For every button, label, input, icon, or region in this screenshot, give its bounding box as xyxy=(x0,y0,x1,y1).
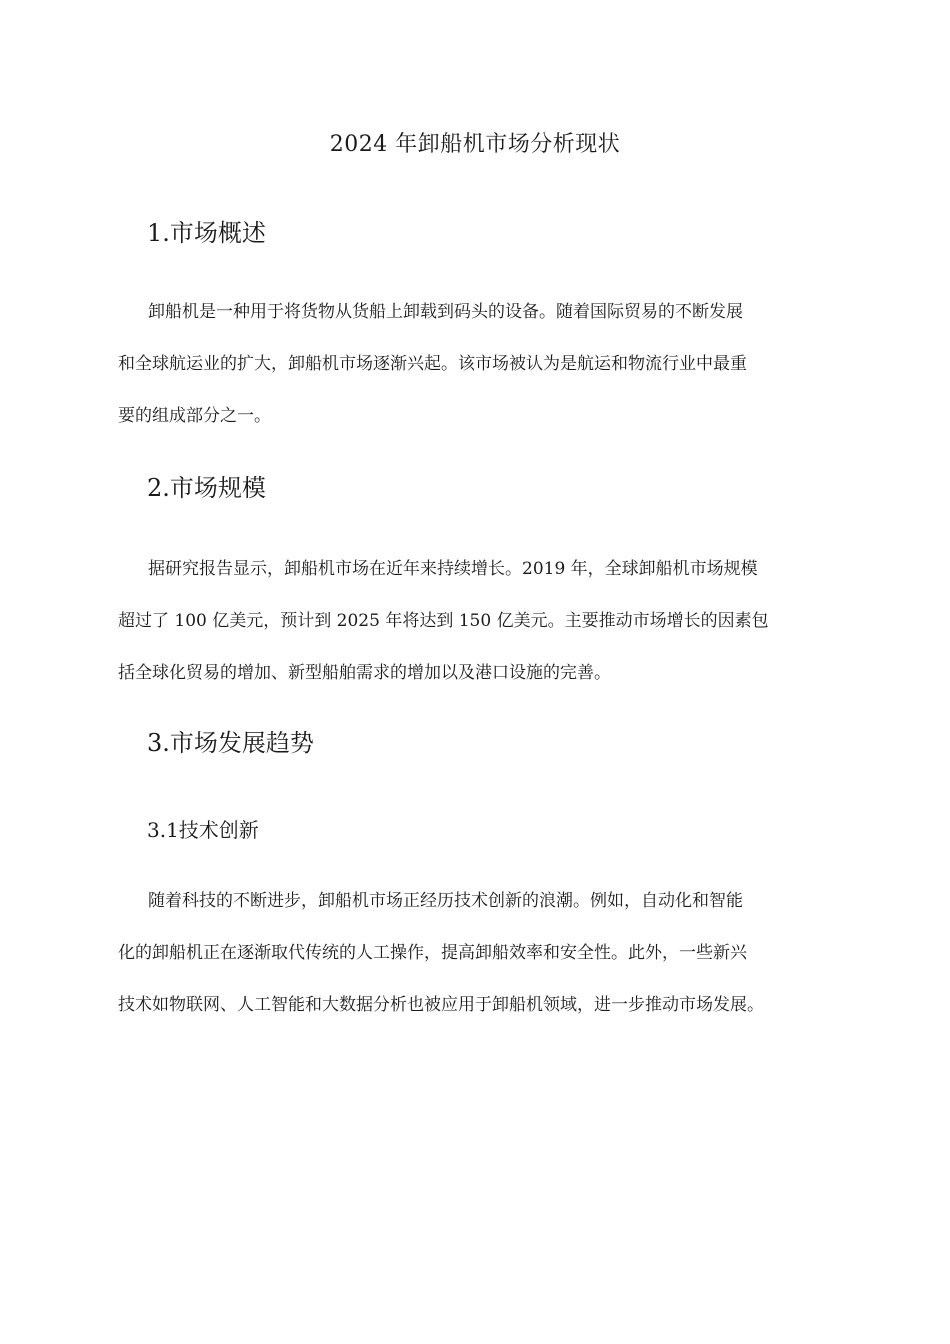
paragraph-line: 技术如物联网、人工智能和大数据分析也被应用于卸船机领域，进一步推动市场发展。 xyxy=(118,995,764,1015)
section-heading-market-size: 2.市场规模 xyxy=(147,474,266,502)
paragraph-line: 要的组成部分之一。 xyxy=(118,406,271,426)
subsection-heading-tech-innovation: 3.1技术创新 xyxy=(147,818,259,842)
section-paragraph-market-size xyxy=(118,556,834,712)
paragraph-line: 括全球化贸易的增加、新型船舶需求的增加以及港口设施的完善。 xyxy=(118,663,611,683)
document-title: 2024 年卸船机市场分析现状 xyxy=(329,132,621,157)
paragraph-line: 随着科技的不断进步，卸船机市场正经历技术创新的浪潮。例如，自动化和智能 xyxy=(148,891,743,911)
section-paragraph-tech-innovation xyxy=(118,888,834,1044)
paragraph-line: 卸船机是一种用于将货物从货船上卸载到码头的设备。随着国际贸易的不断发展 xyxy=(148,302,743,322)
section-paragraph-overview xyxy=(118,299,834,455)
section-heading-trends: 3.市场发展趋势 xyxy=(147,729,314,757)
paragraph-line: 化的卸船机正在逐渐取代传统的人工操作，提高卸船效率和安全性。此外，一些新兴 xyxy=(118,943,747,963)
paragraph-line: 超过了 100 亿美元，预计到 2025 年将达到 150 亿美元。主要推动市场增长的因素包 xyxy=(118,611,769,631)
paragraph-line: 据研究报告显示，卸船机市场在近年来持续增长。2019 年，全球卸船机市场规模 xyxy=(148,559,758,579)
section-heading-overview: 1.市场概述 xyxy=(147,219,266,247)
paragraph-line: 和全球航运业的扩大，卸船机市场逐渐兴起。该市场被认为是航运和物流行业中最重 xyxy=(118,354,747,374)
